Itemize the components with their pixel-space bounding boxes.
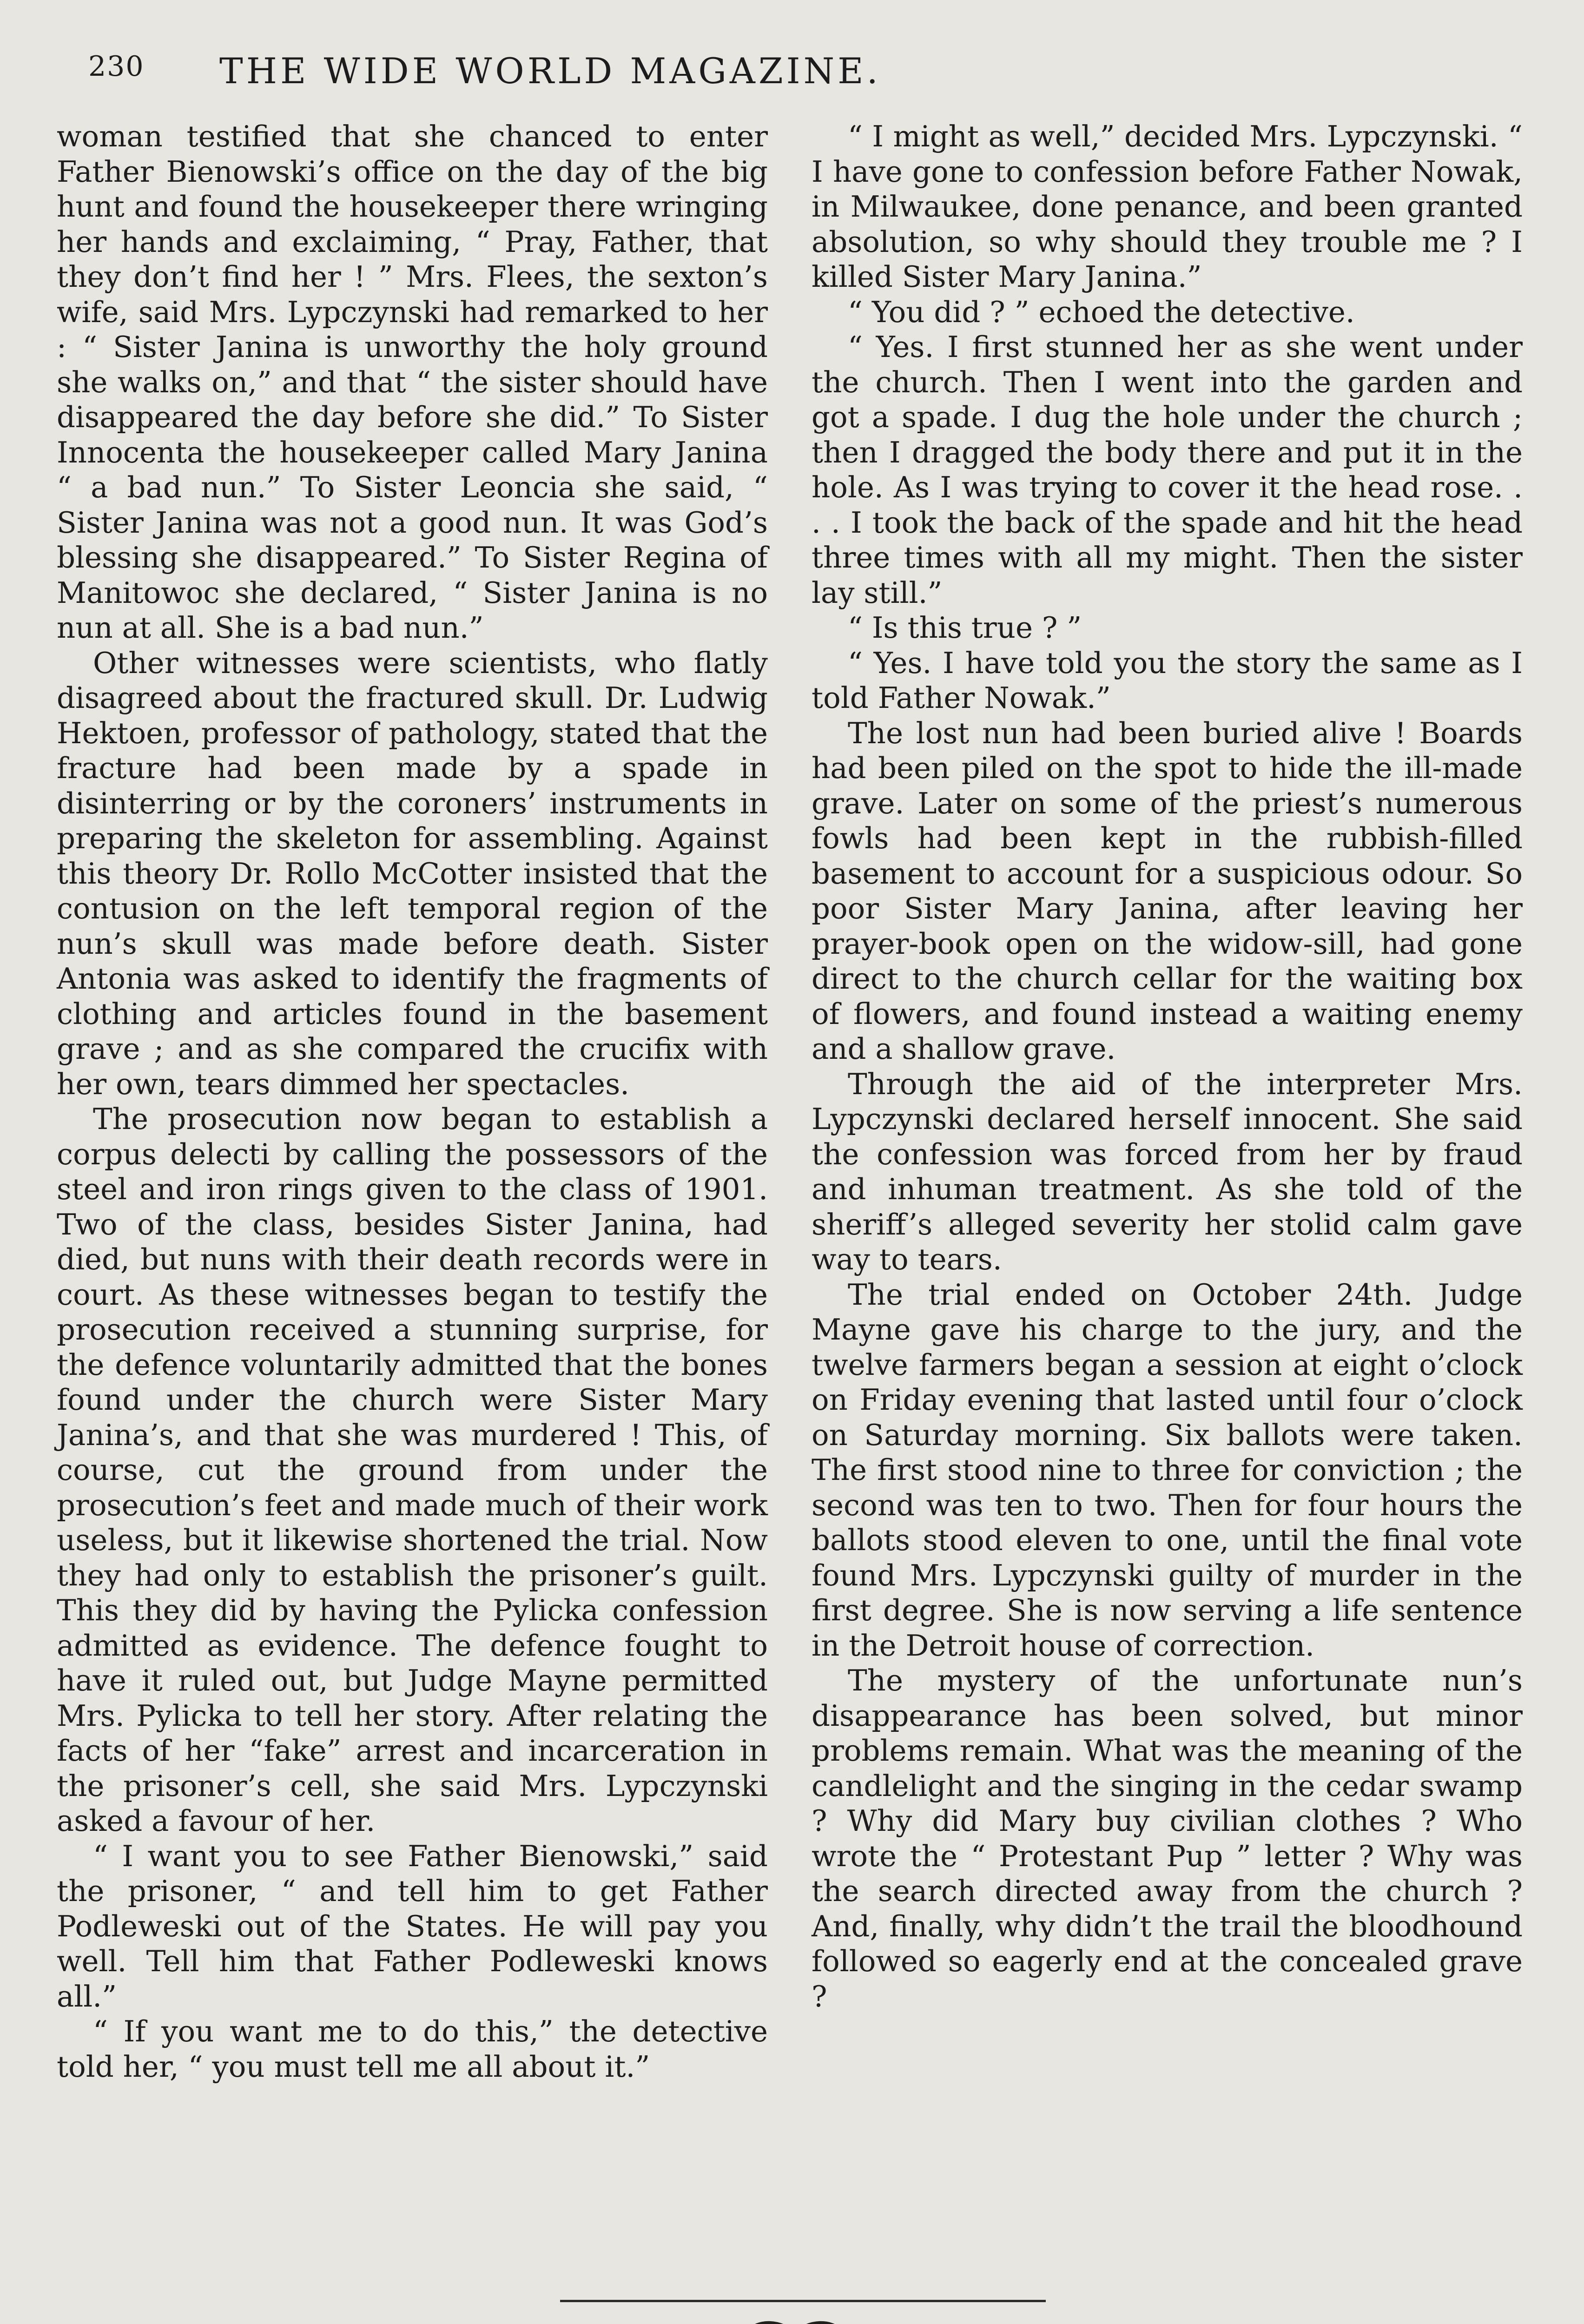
paragraph: The mystery of the unfortunate nun’s disappearance has been solved, but minor problems remain. What was the meaning of the candlelight and the singing in the cedar swamp ? Why did Mary buy civilian clothes ? Who wrote the “ Protestant Pup ” letter ? Why was the search directed away from the church ? And, finally, why didn’t the trail the bloodhound followed so eagerly end at the concealed grave ? <box>812 1664 1523 2014</box>
scroll-ornament-icon <box>725 2316 865 2324</box>
paragraph: The prosecution now began to establish a corpus delecti by calling the possessors of the steel and iron rings given to the class of 1901. Two of the class, besides Sister Janina, had died, but nuns with their death records were in court. As these witnesses began to testify the prosecution received a stunning surprise, for the defence voluntarily admitted that the bones found under the church were Sister Mary Janina’s, and that she was murdered ! This, of course, cut the ground from under the prosecution’s feet and made much of their work useless, but it likewise shortened the trial. Now they had only to establish the prisoner’s guilt. This they did by having the Pylicka confession admitted as evidence. The defence fought to have it ruled out, but Judge Mayne permitted Mrs. Pylicka to tell her story. After relating the facts of her “fake” arrest and incarceration in the prisoner’s cell, she said Mrs. Lypczynski asked a favour of her. <box>57 1102 768 1838</box>
end-rule <box>560 2300 1046 2302</box>
paragraph: “ You did ? ” echoed the detective. <box>848 295 1355 329</box>
paragraph: The trial ended on October 24th. Judge Mayne gave his charge to the jury, and the twelve farmers began a session at eight o’clock on Friday evening that lasted until four o’clock on Saturday morning. Six ballots were taken. The first stood nine to three for conviction ; the second was ten to two. Then for four hours the ballots stood eleven to one, until the final vote found Mrs. Lypczynski guilty of murder in the first degree. She is now serving a life sentence in the Detroit house of correction. <box>812 1277 1523 1663</box>
paragraph: “ Yes. I first stunned her as she went under the church. Then I went into the garden and got a spade. I dug the hole under the church ; then I dragged the body there and put it in the hole. As I was trying to cover it the head rose. . . . I took the back of the spade and hit the head three times with all my might. Then the sister lay still.” <box>812 330 1523 610</box>
left-column <box>57 119 768 2084</box>
right-column <box>812 119 1523 2014</box>
paragraph: “ If you want me to do this,” the detective told her, “ you must tell me all about it.” <box>57 2014 768 2084</box>
paragraph: “ Yes. I have told you the story the same as I told Father Nowak.” <box>812 646 1523 715</box>
paragraph: “ Is this true ? ” <box>848 611 1082 645</box>
paragraph: “ I want you to see Father Bienowski,” said the prisoner, “ and tell him to get Father Podleweski out of the States. He will pay you well. Tell him that Father Podleweski knows all.” <box>57 1839 768 2014</box>
paragraph: woman testified that she chanced to enter Father Bienowski’s office on the day of the big hunt and found the housekeeper there wringing her hands and exclaiming, “ Pray, Father, that they don’t find her ! ” Mrs. Flees, the sexton’s wife, said Mrs. Lypczynski had remarked to her : “ Sister Janina is unworthy the holy ground she walks on,” and that “ the sister should have disappeared the day before she did.” To Sister Innocenta the housekeeper called Mary Janina “ a bad nun.” To Sister Leoncia she said, “ Sister Janina was not a good nun. It was God’s blessing she disappeared.” To Sister Regina of Manitowoc she declared, “ Sister Janina is no nun at all. She is a bad nun.” <box>57 119 768 645</box>
paragraph: Other witnesses were scientists, who flatly disagreed about the fractured skull. Dr. Ludwig Hektoen, professor of pathology, stated that the fracture had been made by a spade in disinterring or by the coroners’ instruments in preparing the skeleton for assembling. Against this theory Dr. Rollo McCotter insisted that the contusion on the left temporal region of the nun’s skull was made before death. Sister Antonia was asked to identify the fragments of clothing and articles found in the basement grave ; and as she compared the crucifix with her own, tears dimmed her spectacles. <box>57 646 768 1101</box>
paragraph: The lost nun had been buried alive ! Boards had been piled on the spot to hide the ill-made grave. Later on some of the priest’s numerous fowls had been kept in the rubbish-filled basement to account for a suspicious odour. So poor Sister Mary Janina, after leaving her prayer-book open on the widow-sill, had gone direct to the church cellar for the waiting box of flowers, and found instead a waiting enemy and a shallow grave. <box>812 716 1523 1066</box>
magazine-title: THE WIDE WORLD MAGAZINE. <box>219 50 881 92</box>
paragraph: Through the aid of the interpreter Mrs. Lypczynski declared herself innocent. She said the confession was forced from her by fraud and inhuman treatment. As she told of the sheriff’s alleged severity her stolid calm gave way to tears. <box>812 1067 1523 1276</box>
page-number: 230 <box>88 50 145 83</box>
running-header <box>0 50 1584 97</box>
paragraph: “ I might as well,” decided Mrs. Lypczynski. “ I have gone to confession before Father Nowak, in Milwaukee, done penance, and been granted absolution, so why should they trouble me ? I killed Sister Mary Janina.” <box>812 119 1523 294</box>
